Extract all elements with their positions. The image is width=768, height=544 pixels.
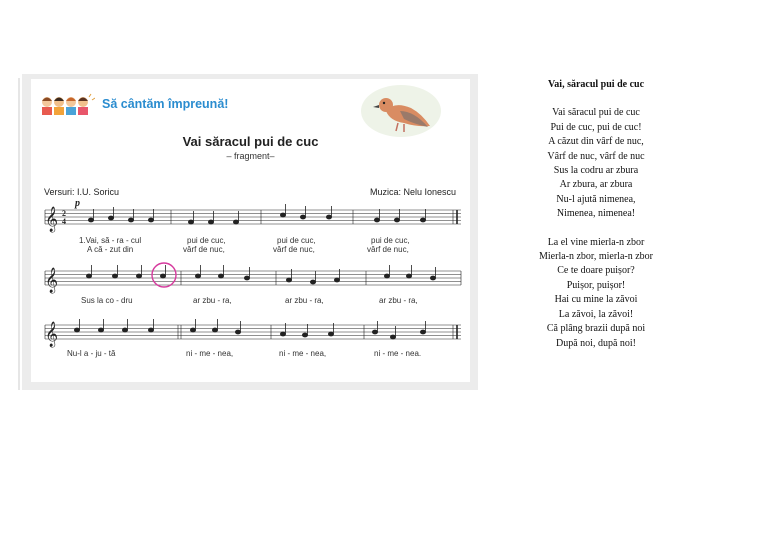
svg-text:2: 2 [62, 209, 66, 218]
section-heading: Să cântăm împreună! [102, 97, 229, 111]
songbook-page [22, 74, 478, 390]
poem-line: Nimenea, nimenea! [556, 208, 636, 220]
poem-line: După noi, după noi! [556, 337, 636, 349]
lyric-row1b-m2: vârf de nuc, [183, 245, 225, 254]
lyric-row1-m2: pui de cuc, [187, 236, 226, 245]
poem-line: Puișor, puișor! [566, 279, 626, 291]
svg-text:𝄞: 𝄞 [45, 268, 59, 293]
lyric-row1b-m1: A că - zut din [87, 245, 134, 254]
poem-line: La el vine mierla-n zbor [547, 236, 645, 248]
staff-row-3 [45, 325, 461, 339]
notes-row-1 [88, 204, 425, 224]
poem-line: Mierla-n zbor, mierla-n zbor [539, 251, 653, 263]
poem-line: Sus la codru ar zbura [553, 165, 639, 177]
poem-line: Nu-l ajută nimenea, [556, 193, 636, 205]
lyricist-credit: Versuri: I.U. Soricu [44, 187, 120, 197]
music-score [31, 79, 470, 382]
poem-line: Vai săracul pui de cuc [552, 107, 640, 119]
lyric-row1-m4: pui de cuc, [371, 236, 410, 245]
lyric-row1-m3: pui de cuc, [277, 236, 316, 245]
poem-title: Vai, săracul pui de cuc [547, 79, 645, 90]
composer-credit: Muzica: Nelu Ionescu [369, 187, 456, 197]
poem-line: Pui de cuc, pui de cuc! [550, 121, 642, 133]
poem-line: Hai cu mine la zăvoi [554, 294, 638, 306]
song-title: Vai săracul pui de cuc [182, 134, 319, 149]
staff-row-2 [45, 271, 461, 285]
poem-line: A căzut din vârf de nuc, [548, 136, 644, 148]
poem-line: Ar zbura, ar zbura [559, 179, 633, 191]
lyric-row2-m3: ar zbu - ra, [285, 296, 324, 305]
svg-text:𝄞: 𝄞 [45, 207, 59, 232]
poem-line: Ce te doare puișor? [557, 265, 635, 277]
lyric-row1b-m3: vârf de nuc, [273, 245, 315, 254]
songbook-page-inner [31, 79, 470, 382]
lyric-row2-m2: ar zbu - ra, [193, 296, 232, 305]
lyric-row2-m1: Sus la co - dru [81, 296, 133, 305]
stanza-gap [496, 222, 696, 236]
lyric-row3-m2: ni - me - nea, [186, 349, 234, 358]
svg-text:𝄞: 𝄞 [45, 322, 59, 347]
notes-row-3 [74, 319, 425, 339]
lyric-row3-m4: ni - me - nea. [374, 349, 422, 358]
svg-text:4: 4 [62, 217, 66, 226]
page-margin-line [18, 78, 20, 390]
lyric-row2-m4: ar zbu - ra, [379, 296, 418, 305]
poem-line: La zăvoi, la zăvoi! [558, 308, 634, 320]
lyric-row3-m3: ni - me - nea, [279, 349, 327, 358]
lyric-row1-m1: 1.Vai, să - ra - cul [79, 236, 142, 245]
poem-line: Vârf de nuc, vârf de nuc [547, 150, 645, 162]
song-subtitle: – fragment– [226, 151, 275, 161]
poem-line: Că plâng brazii după noi [546, 323, 646, 335]
poem-text [496, 78, 696, 351]
lyric-row1b-m4: vârf de nuc, [367, 245, 409, 254]
dynamic-mark: p [75, 198, 80, 209]
lyric-row3-m1: Nu-l a - ju - tă [67, 349, 116, 358]
